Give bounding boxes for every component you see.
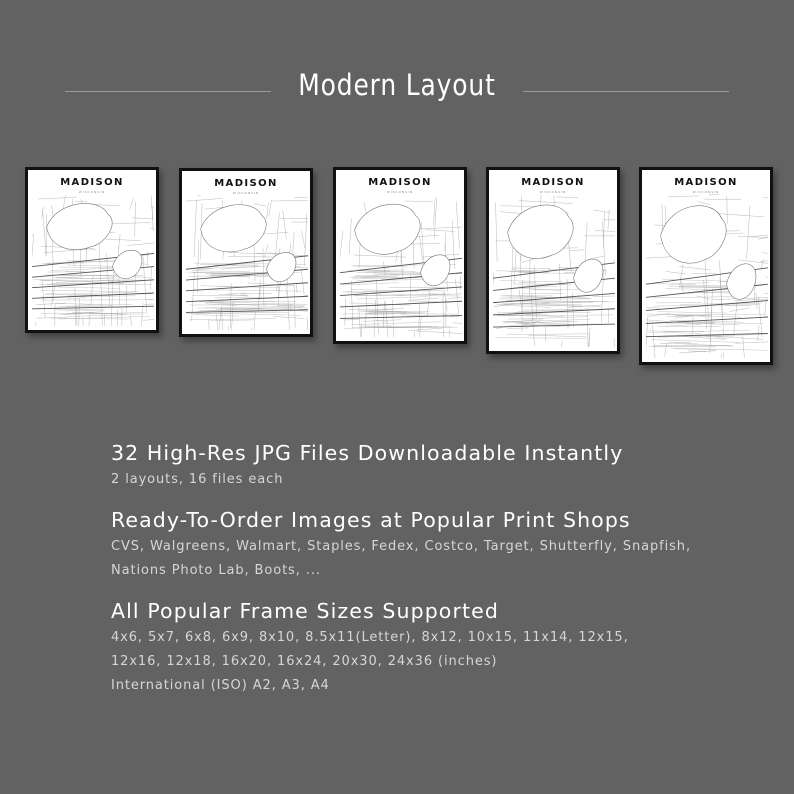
street-line (307, 317, 308, 330)
street-line (614, 338, 615, 347)
street-line (657, 324, 701, 326)
street-line (763, 252, 768, 256)
street-line (444, 289, 447, 310)
street-line (523, 310, 583, 311)
street-line (66, 304, 133, 306)
street-line (376, 280, 378, 334)
street-line (425, 230, 454, 232)
street-line (735, 341, 768, 343)
street-line (41, 280, 151, 281)
feature-description: 4x6, 5x7, 6x8, 6x9, 8x10, 8.5x11(Letter), 8x12, 10x15, 11x14, 12x15, (111, 630, 629, 645)
street-line (56, 303, 92, 304)
major-road (646, 333, 768, 336)
street-line (301, 231, 304, 248)
street-line (264, 245, 268, 258)
street-line (764, 294, 768, 295)
street-line (152, 204, 153, 231)
feature-description: 12x16, 12x18, 16x20, 16x24, 20x30, 24x36 (inches) (111, 654, 498, 669)
header-divider-right (523, 91, 729, 92)
poster-city-name: MADISON (214, 178, 278, 189)
poster-city-name: MADISON (674, 177, 738, 188)
street-line (522, 317, 588, 319)
street-line (283, 210, 287, 240)
major-road (186, 310, 308, 313)
street-line (301, 269, 304, 294)
street-line (117, 309, 118, 326)
major-road (32, 306, 154, 309)
street-line (763, 313, 768, 316)
map-poster (28, 170, 156, 330)
street-line (679, 266, 711, 270)
feature-title: Ready-To-Order Images at Popular Print Shops (111, 508, 631, 532)
street-line (292, 232, 294, 258)
street-line (277, 305, 304, 306)
street-line (197, 241, 198, 294)
poster-city-name: MADISON (521, 177, 585, 188)
major-road (186, 283, 308, 291)
street-line (738, 260, 768, 264)
lake-shape (661, 206, 727, 263)
street-line (190, 319, 276, 320)
map-poster (182, 171, 310, 334)
street-line (448, 296, 462, 298)
feature-description: 2 layouts, 16 files each (111, 472, 284, 487)
street-line (101, 292, 102, 326)
street-line (653, 324, 656, 358)
feature-item (111, 505, 771, 583)
street-line (704, 280, 707, 329)
page-title: Modern Layout (298, 68, 496, 102)
street-line (456, 201, 460, 249)
street-line (666, 271, 686, 274)
street-line (443, 292, 444, 337)
street-line (143, 319, 154, 321)
street-line (135, 201, 136, 236)
street-line (294, 196, 308, 197)
street-map-graphic (493, 194, 615, 347)
street-line (452, 221, 454, 269)
street-line (453, 323, 462, 326)
poster-frame-3 (333, 167, 467, 344)
street-line (413, 331, 415, 337)
street-line (410, 298, 438, 300)
street-line (758, 325, 760, 340)
street-map-graphic (186, 195, 308, 330)
street-line (495, 338, 587, 339)
street-line (186, 198, 222, 201)
lake-shape (727, 264, 756, 300)
street-line (593, 295, 615, 296)
street-line (570, 250, 584, 251)
feature-description: CVS, Walgreens, Walmart, Staples, Fedex, Costco, Target, Shutterfly, Snapfish, (111, 539, 691, 554)
street-map-graphic (646, 194, 768, 358)
street-line (151, 267, 152, 290)
poster-subtitle: WISCONSIN (386, 190, 414, 194)
street-line (272, 200, 308, 201)
street-line (715, 336, 763, 339)
street-line (340, 231, 343, 260)
street-line (130, 198, 134, 209)
street-line (658, 312, 728, 313)
map-poster (642, 170, 770, 362)
lake-shape (421, 255, 450, 286)
street-line (559, 342, 563, 347)
street-line (41, 313, 141, 314)
street-line (54, 304, 55, 326)
street-line (217, 315, 219, 330)
street-line (38, 197, 76, 199)
street-line (662, 203, 663, 230)
major-road (646, 301, 768, 311)
street-line (252, 328, 253, 330)
poster-subtitle: WISCONSIN (692, 190, 720, 194)
street-line (514, 321, 578, 323)
poster-subtitle: WISCONSIN (78, 190, 106, 194)
poster-city-name: MADISON (60, 177, 124, 188)
street-line (345, 299, 346, 326)
street-line (500, 281, 563, 282)
poster-frame-1 (25, 167, 159, 333)
street-line (385, 301, 389, 337)
street-line (593, 210, 610, 213)
street-line (504, 304, 601, 306)
feature-list (111, 438, 771, 711)
street-line (221, 267, 246, 269)
street-line (36, 303, 66, 305)
street-line (747, 206, 750, 259)
street-line (595, 231, 615, 233)
major-road (340, 301, 462, 307)
street-line (760, 258, 768, 261)
street-line (534, 266, 536, 318)
poster-frame-5 (639, 167, 773, 365)
lake-shape (574, 259, 603, 292)
lake-shape (47, 203, 113, 249)
street-line (41, 290, 136, 291)
street-line (393, 299, 394, 337)
street-line (719, 354, 721, 358)
poster-subtitle: WISCONSIN (539, 190, 567, 194)
street-line (75, 201, 87, 202)
street-line (357, 297, 427, 299)
street-line (651, 340, 739, 343)
street-line (646, 308, 660, 309)
street-line (241, 293, 272, 294)
street-map-graphic (32, 194, 154, 326)
street-line (267, 202, 269, 219)
street-line (83, 318, 84, 326)
street-line (269, 199, 272, 215)
street-line (87, 312, 91, 326)
street-line (52, 205, 53, 217)
feature-title: All Popular Frame Sizes Supported (111, 599, 499, 623)
street-line (434, 198, 436, 226)
street-line (58, 287, 120, 288)
street-line (418, 303, 420, 332)
street-line (698, 201, 711, 205)
street-line (519, 201, 573, 204)
lake-shape (113, 250, 142, 279)
street-line (763, 198, 768, 199)
street-line (434, 198, 437, 238)
street-line (709, 194, 736, 195)
street-line (147, 299, 154, 301)
feature-title: 32 High-Res JPG Files Downloadable Instantly (111, 441, 624, 465)
street-line (127, 242, 154, 246)
street-line (205, 308, 238, 309)
street-line (681, 336, 725, 339)
street-line (743, 337, 746, 358)
street-line (75, 288, 76, 326)
street-line (111, 272, 113, 326)
street-line (218, 306, 222, 330)
street-map-graphic (340, 194, 462, 337)
street-line (209, 320, 253, 321)
street-line (749, 233, 768, 237)
lake-shape (201, 205, 267, 252)
street-line (496, 202, 498, 261)
major-road (186, 296, 308, 301)
street-line (32, 234, 34, 266)
street-line (671, 348, 768, 350)
street-line (52, 265, 53, 301)
street-line (304, 294, 308, 296)
street-line (366, 308, 403, 311)
feature-description: International (ISO) A2, A3, A4 (111, 678, 330, 693)
map-poster (336, 170, 464, 341)
street-line (119, 234, 121, 249)
street-line (355, 266, 407, 267)
street-line (766, 275, 768, 278)
major-road (646, 317, 768, 324)
feature-item (111, 438, 771, 492)
street-line (105, 239, 140, 241)
street-line (417, 331, 462, 334)
street-line (43, 209, 47, 256)
street-line (194, 315, 238, 316)
street-line (511, 247, 513, 301)
street-line (351, 281, 353, 329)
street-line (354, 255, 407, 257)
street-line (252, 311, 255, 330)
street-line (697, 296, 711, 299)
street-line (765, 299, 767, 314)
street-line (663, 330, 750, 332)
street-line (383, 302, 384, 328)
street-line (647, 332, 701, 333)
street-line (59, 316, 150, 319)
street-line (420, 236, 423, 261)
poster-frame-2 (179, 168, 313, 337)
major-road (340, 316, 462, 319)
street-line (196, 271, 250, 272)
poster-frame-4 (486, 167, 620, 354)
street-line (349, 219, 351, 254)
street-line (758, 297, 762, 337)
street-line (507, 334, 589, 335)
map-poster (489, 170, 617, 351)
poster-subtitle: WISCONSIN (232, 191, 260, 195)
street-line (254, 204, 266, 206)
street-line (730, 308, 750, 312)
street-line (512, 268, 551, 269)
street-line (727, 196, 728, 224)
street-line (521, 259, 534, 263)
street-line (352, 322, 442, 325)
poster-city-name: MADISON (368, 177, 432, 188)
street-line (228, 327, 230, 330)
street-line (258, 280, 260, 312)
street-line (383, 261, 385, 276)
street-line (738, 237, 768, 238)
street-line (614, 257, 615, 261)
street-line (504, 322, 572, 325)
street-line (147, 252, 148, 264)
street-line (63, 195, 65, 209)
street-line (528, 335, 586, 337)
street-line (359, 305, 363, 337)
street-line (79, 298, 80, 326)
street-line (150, 228, 154, 229)
street-line (193, 290, 302, 292)
street-line (408, 328, 442, 331)
street-line (198, 195, 212, 196)
street-line (194, 199, 197, 257)
street-line (53, 277, 84, 278)
lake-shape (355, 204, 421, 254)
street-line (514, 288, 561, 291)
street-line (275, 213, 279, 257)
street-line (404, 201, 432, 202)
feature-item (111, 596, 771, 698)
street-line (144, 303, 154, 304)
street-line (304, 214, 307, 266)
street-line (66, 315, 123, 317)
street-line (67, 298, 86, 299)
street-line (556, 197, 578, 198)
street-line (692, 316, 693, 335)
street-line (668, 196, 699, 197)
street-line (151, 208, 154, 209)
street-line (590, 256, 604, 259)
feature-description: Nations Photo Lab, Boots, ... (111, 563, 321, 578)
street-line (294, 286, 295, 328)
street-line (665, 343, 667, 357)
street-line (679, 351, 715, 353)
street-line (587, 308, 588, 347)
